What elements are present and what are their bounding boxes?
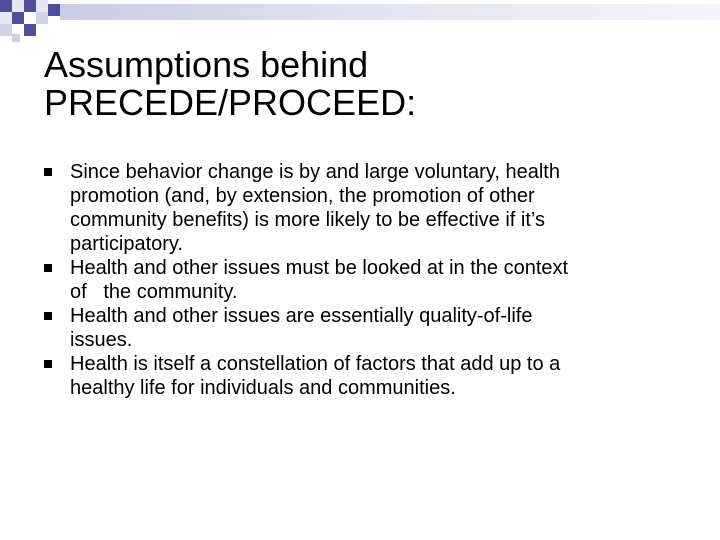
bullet-line: Health and other issues are essentially quality-of-life [70,305,533,327]
bullet-item [44,304,684,352]
bullet-item [44,352,684,400]
checker-pattern [0,0,720,46]
bullet-line: participatory. [70,233,184,255]
bullet-line: Since behavior change is by and large voluntary, health [70,161,560,183]
bullet-line: healthy life for individuals and communities. [70,377,456,399]
bullet-line: promotion (and, by extension, the promotion of other [70,185,535,207]
bullet-text [70,160,684,256]
title-line-2: PRECEDE/PROCEED: [44,82,417,123]
bullet-item [44,160,684,256]
bullet-line: issues. [70,329,133,351]
bullet-item [44,256,684,304]
bullet-line: Health is itself a constellation of factors that add up to a [70,353,561,375]
bullet-line: community benefits) is more likely to be effective if it’s [70,209,545,231]
bullet-text [70,304,684,352]
slide-title [44,46,684,122]
bullet-line: Health and other issues must be looked at in the context [70,257,569,279]
bullet-text [70,256,684,304]
bullet-list [44,160,684,400]
title-line-1: Assumptions behind [44,44,369,85]
square-bullet-icon [44,168,52,176]
bullet-text [70,352,684,400]
square-bullet-icon [44,360,52,368]
square-bullet-icon [44,264,52,272]
square-bullet-icon [44,312,52,320]
decorative-checker-band [0,0,720,46]
bullet-line: of the community. [70,281,238,303]
